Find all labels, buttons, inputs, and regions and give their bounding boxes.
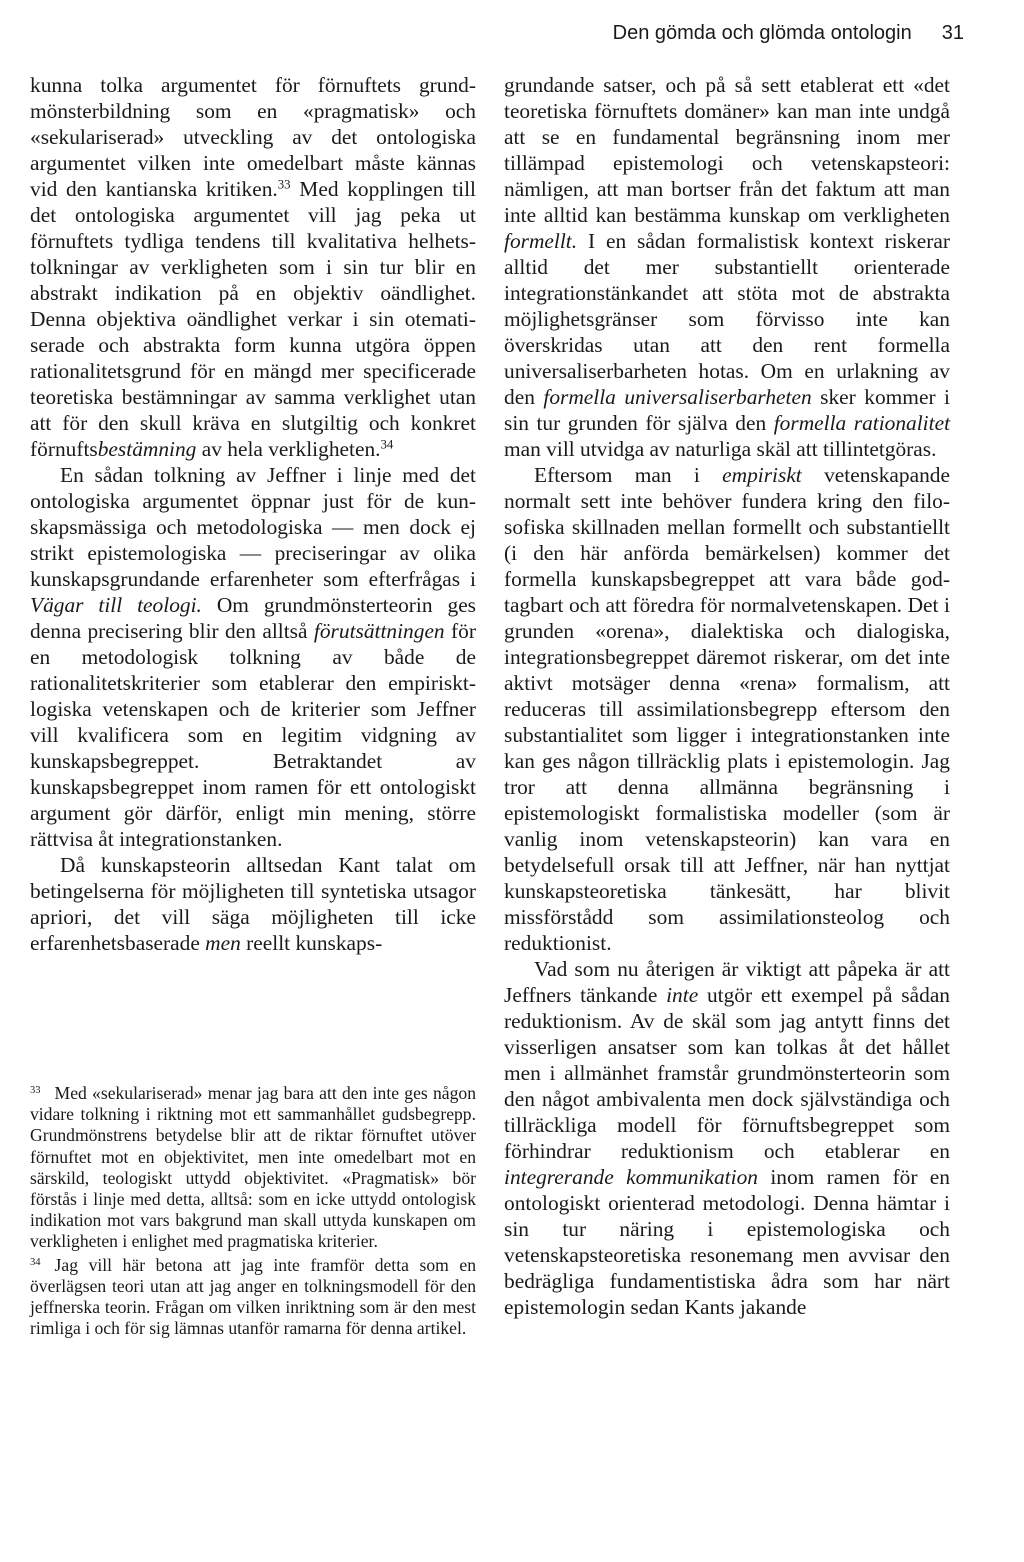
paragraph: grundande satser, och på så sett etablerat ett «det teoretiska förnuftets domäner» kan man inte undgå att se en fundamental begränsning inom mer tillämpad epistemologi och vetenskapsteori: nämligen, att man bortser från det faktum att man inte alltid kan bestämma kunskap om verkligheten formellt. I en sådan formalistisk kontext riskerar alltid det mer substantiellt orienterade integrationstänkandet att stöta mot de abstrakta möjlighetsgränser som förvisso inte kan överskridas utan att den rent formella universaliserbarheten hotas. Om en urlakning av den formella universaliserbarheten sker kommer i sin tur grunden för själva den formella rationalitet man vill utvidga av naturliga skäl att tillintetgöras. — [504, 73, 951, 461]
footnote — [30, 1255, 476, 1340]
footnote-ref: 34 — [380, 437, 394, 452]
paragraph: Då kunskapsteorin alltsedan Kant talat om betingelserna för möjligheten till syntetiska utsagor apriori, det vill säga möjligheten till icke erfarenhetsbaserade men reellt kunskaps- — [30, 853, 476, 955]
paragraph: Eftersom man i empiriskt vetenskapande normalt sett inte behöver fundera kring den filosofiska skillnaden mellan formellt och substantiellt (i den här anförda bemärkelsen) kommer det formella kunskapsbegreppet att vara både godtagbart och att föredra för normalvetenskapen. Det i grunden «orena», dialektiska och dialogiska, integrationsbegreppet däremot riskerar, om det inte aktivt motsäger denna «rena» formalism, att reduceras till assimilationsbegrepp eftersom den substantialitet som ligger i integrationstanken inte kan ges någon tillräcklig plats i epistemologin. Jag tror att denna allmänna begränsning i epistemologiskt formalistiska modeller (som är vanlig inom vetenskapsteorin) kan vara en betydelsefull orsak till att Jeffner, när han nyttjat kunskapsteoretiska tänkesätt, har blivit missförstådd som assimilationsteolog och reduktionist. — [504, 463, 950, 955]
page-number: 31 — [941, 22, 964, 44]
left-column — [30, 72, 476, 956]
footnotes — [30, 1083, 476, 1341]
running-title: Den gömda och glömda ontologin — [612, 22, 912, 44]
footnote-number: 33 — [30, 1085, 41, 1097]
footnote-text: Jag vill här betona att jag inte framför detta som en överlägsen teori utan att jag anger en tolkningsmodell för den jeffnerska teorin. Frågan om vilken inriktning som är den mest rimliga i och för sig lämnas utanför ramarna för denna artikel. — [30, 1254, 476, 1339]
running-header — [504, 22, 964, 45]
footnote-number: 34 — [30, 1256, 41, 1268]
paragraph: En sådan tolkning av Jeffner i linje med det ontologiska argumentet öppnar just för de kunskapsmässiga och metodologiska — men dock ej strikt epistemologiska — preciseringar av olika kunskapsgrundande erfarenheter som efterfrågas i Vägar till teologi. Om grundmönsterteorin ges denna precisering blir den alltså förutsättningen för en metodologisk tolkning av både de rationalitetskriterier som etablerar den empiriskt-logiska vetenskapen och de kriterier som Jeffner vill kvalificera som en legitim vidgning av kunskapsbegreppet. Betraktandet av kunskapsbegreppet inom ramen för ett ontologiskt argument gör därför, enligt min mening, större rättvisa åt integrationstanken. — [30, 463, 477, 851]
paragraph: Vad som nu återigen är viktigt att påpeka är att Jeffners tänkande inte utgör ett exempel på sådan reduktionism. Av de skäl som jag antytt finns det visserligen ansatser som kan tolkas åt det hållet men i allmänhet framstår grundmönsterteorin som den något ambivalenta men dock självständiga och tillräckliga modell för förnuftsbegreppet som förhindrar reduktionism och etablerar en integrerande kommunikation inom ramen för en ontologiskt orienterad metodologi. Denna hämtar i sin tur näring i epistemologiska och vetenskapsteoretiska resonemang men avvisar den bedrägliga fundamentistiska ådra som har närt epistemologin sedan Kants jakande — [504, 957, 951, 1319]
footnote-ref: 33 — [277, 177, 291, 192]
footnote-text: Med «sekulariserad» menar jag bara att den inte ges någon vidare tolkning i riktning mot ett sammanhållet gudsbegrepp. Grundmönstrens betydelse blir att de riktar förnuftet utöver förnuftet mot en objektivitet, men inte omedelbart mot en särskild, teologiskt uttydd objektivitet. «Pragmatisk» bör förstås i linje med detta, alltså: som en icke uttydd ontologisk indikation mot vars bakgrund man skall uttyda kunskapen om verkligheten i enlighet med pragmatiska kriterier. — [30, 1083, 476, 1252]
footnote — [30, 1083, 476, 1253]
right-column — [504, 72, 950, 1320]
paragraph: kunna tolka argumentet för förnuftets grundmönsterbildning som en «pragmatisk» och «sekulariserad» utveckling av det ontologiska argumentet vilken inte omedelbart måste kännas vid den kantianska kritiken.$^{33}$ Med kopplingen till det ontologiska argumentet vill jag peka ut förnuftets tydliga tendens till kvalitativa helhetstolkningar av verkligheten som i sin tur blir en abstrakt indikation på en objektiv oändlighet. Denna objektiva oändlighet verkar i sin otematiserade och abstrakta form kunna utgöra öppen rationalitetsgrund för en mängd mer specificerade teoretiska bestämningar av samma verklighet utan att för den skull kräva en slutgiltig och konkret förnuftsbestämning av hela verkligheten.$^{34}$ — [30, 73, 476, 461]
